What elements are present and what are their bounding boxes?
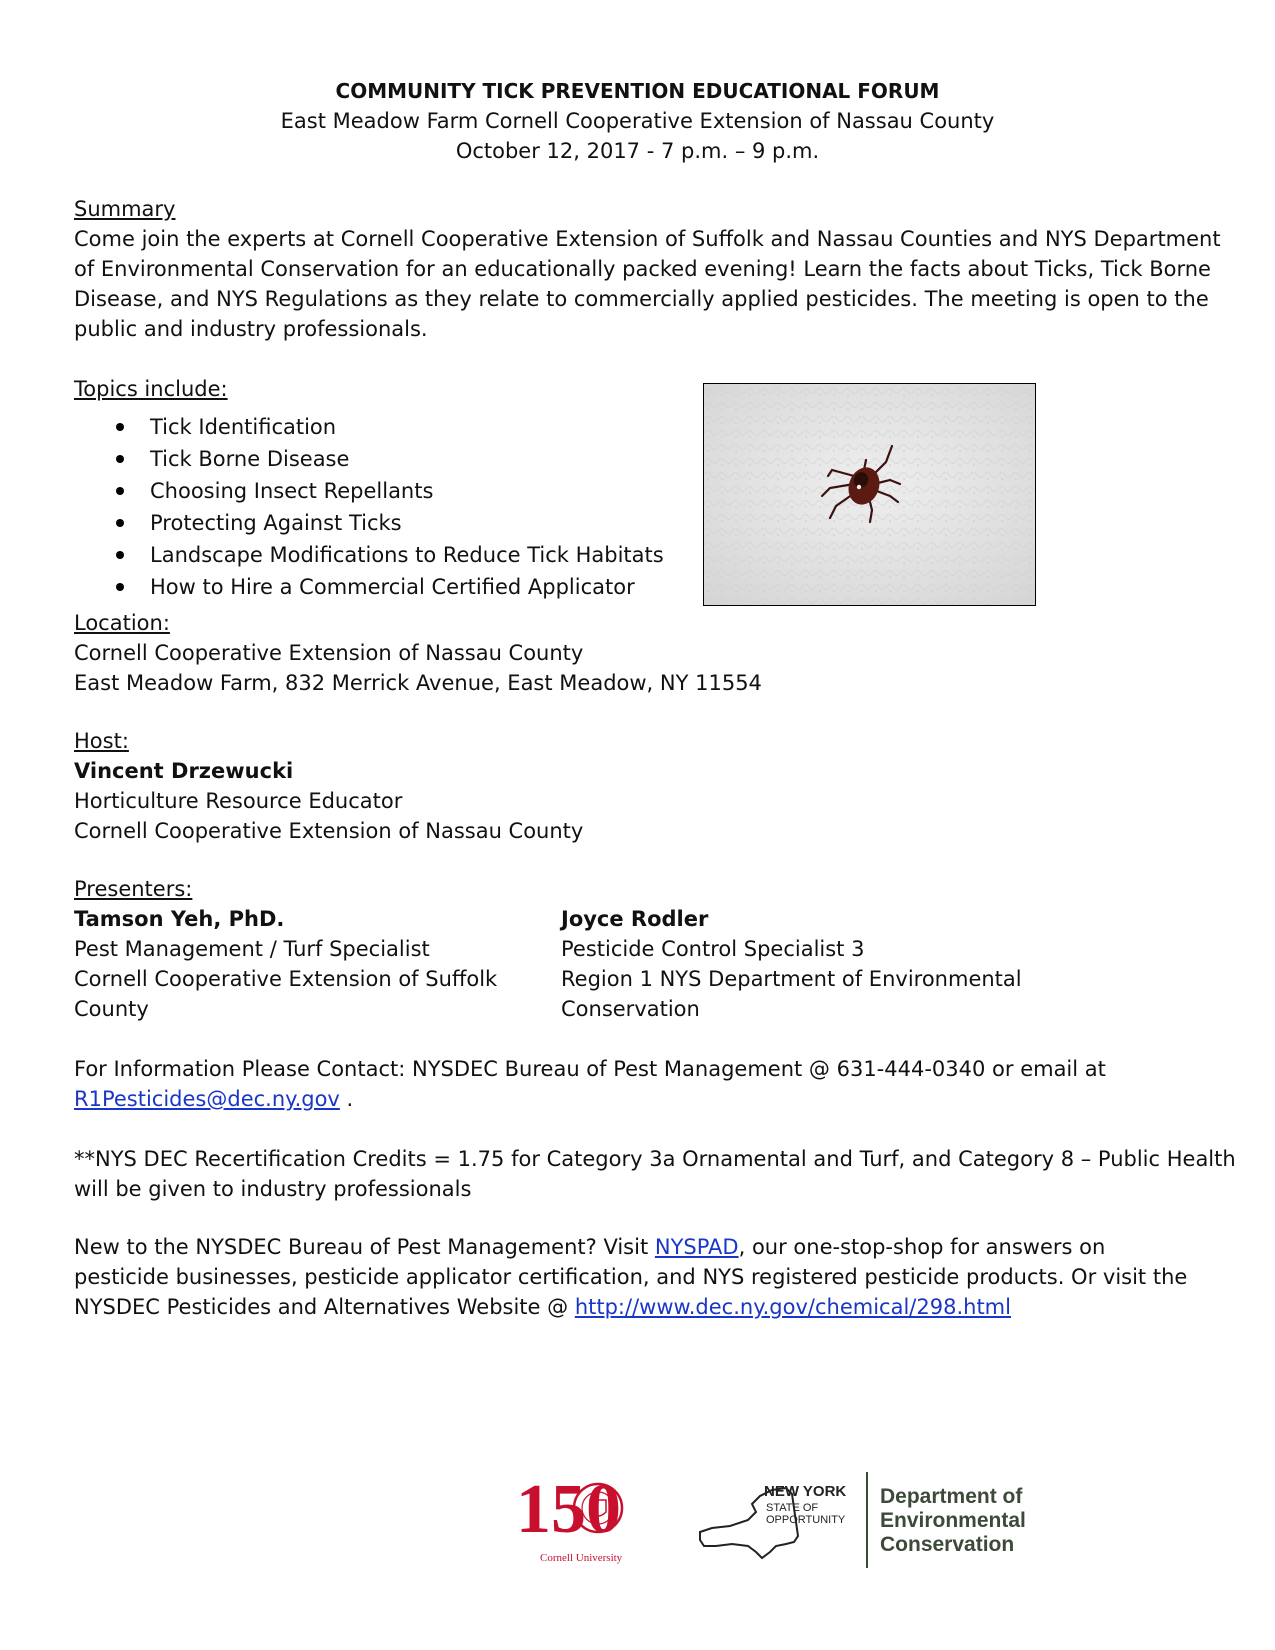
- credits-line: **NYS DEC Recertification Credits = 1.75 for Category 3a Ornamental and Turf, and Category 8 – Public Health: [74, 1147, 1236, 1171]
- nyspad-line: [74, 1292, 1011, 1322]
- host-role: Horticulture Resource Educator: [74, 789, 403, 813]
- list-item: Tick Identification: [110, 411, 664, 443]
- dec-line1: Department of: [880, 1485, 1023, 1508]
- tick-photo: [703, 383, 1036, 606]
- credits-line: will be given to industry professionals: [74, 1177, 472, 1201]
- location-address: East Meadow Farm, 832 Merrick Avenue, East Meadow, NY 11554: [74, 671, 762, 695]
- ny-line2: STATE OF: [766, 1502, 819, 1514]
- list-item: How to Hire a Commercial Certified Applicator: [110, 571, 664, 603]
- list-item: Tick Borne Disease: [110, 443, 664, 475]
- presenter-name: Tamson Yeh, PhD.: [74, 907, 285, 931]
- contact-text: For Information Please Contact: NYSDEC Bureau of Pest Management @ 631-444-0340 or email at: [74, 1057, 1106, 1081]
- nyspad-text: New to the NYSDEC Bureau of Pest Management? Visit: [74, 1235, 655, 1259]
- location-heading: Location:: [74, 611, 170, 635]
- host-name: Vincent Drzewucki: [74, 759, 294, 783]
- cornell-logo: [516, 1471, 623, 1564]
- location-org: Cornell Cooperative Extension of Nassau County: [74, 641, 584, 665]
- summary-line: public and industry professionals.: [74, 317, 428, 341]
- presenter-org: Region 1 NYS Department of Environmental: [561, 967, 1022, 991]
- email-link[interactable]: R1Pesticides@dec.ny.gov: [74, 1087, 340, 1111]
- website-link[interactable]: http://www.dec.ny.gov/chemical/298.html: [574, 1295, 1011, 1319]
- event-venue: East Meadow Farm Cornell Cooperative Extension of Nassau County: [280, 109, 995, 133]
- cornell-name: Cornell University: [540, 1552, 623, 1564]
- dec-logo: [880, 1485, 1026, 1556]
- summary-line: Disease, and NYS Regulations as they relate to commercially applied pesticides. The meeting is open to the: [74, 287, 1209, 311]
- presenter-org: County: [74, 997, 149, 1021]
- list-item: Choosing Insect Repellants: [110, 475, 664, 507]
- list-item: Protecting Against Ticks: [110, 507, 664, 539]
- ny-line3: OPPORTUNITY: [766, 1514, 846, 1526]
- topics-heading: Topics include:: [74, 377, 228, 401]
- host-org: Cornell Cooperative Extension of Nassau County: [74, 819, 584, 843]
- host-heading: Host:: [74, 729, 129, 753]
- ny-state-icon: [700, 1483, 846, 1558]
- contact-email-line: [74, 1084, 353, 1114]
- email-trailing: .: [339, 1087, 354, 1111]
- presenter-role: Pest Management / Turf Specialist: [74, 937, 430, 961]
- dec-line2: Environmental: [880, 1509, 1026, 1532]
- presenter-org: Cornell Cooperative Extension of Suffolk: [74, 967, 498, 991]
- presenter-org: Conservation: [561, 997, 700, 1021]
- summary-line: of Environmental Conservation for an educationally packed evening! Learn the facts about Ticks, Tick Borne: [74, 257, 1211, 281]
- nyspad-line: pesticide businesses, pesticide applicator certification, and NYS registered pesticide products. Or visit the: [74, 1265, 1188, 1289]
- presenter-role: Pesticide Control Specialist 3: [561, 937, 865, 961]
- list-item: Landscape Modifications to Reduce Tick Habitats: [110, 539, 664, 571]
- summary-heading: Summary: [74, 197, 176, 221]
- presenter-name: Joyce Rodler: [561, 907, 709, 931]
- nyspad-link[interactable]: NYSPAD: [654, 1235, 739, 1259]
- cornell-number: 150: [516, 1471, 621, 1548]
- page-title: COMMUNITY TICK PREVENTION EDUCATIONAL FORUM: [335, 79, 940, 103]
- nyspad-text: , our one-stop-shop for answers on: [738, 1235, 1106, 1259]
- nyspad-line: [74, 1232, 1105, 1262]
- nyspad-text: NYSDEC Pesticides and Alternatives Website @: [74, 1295, 575, 1319]
- topics-list: [110, 411, 664, 603]
- presenters-heading: Presenters:: [74, 877, 193, 901]
- summary-line: Come join the experts at Cornell Cooperative Extension of Suffolk and Nassau Counties and NYS Department: [74, 227, 1221, 251]
- ny-line1: NEW YORK: [764, 1483, 847, 1500]
- event-date: October 12, 2017 - 7 p.m. – 9 p.m.: [455, 139, 820, 163]
- dec-line3: Conservation: [880, 1533, 1015, 1556]
- footer-logos: [0, 1460, 1275, 1580]
